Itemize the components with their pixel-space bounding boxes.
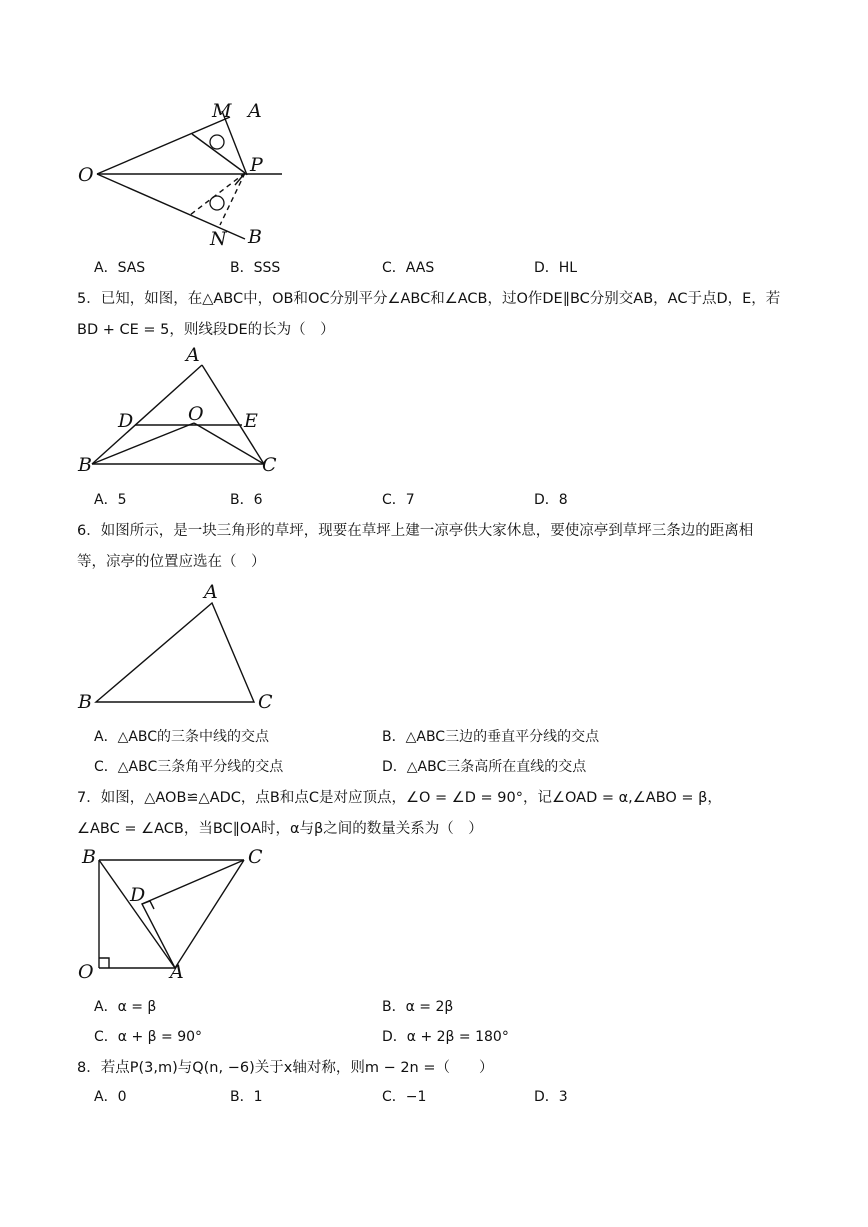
q5-option-a: A．5 — [94, 492, 127, 508]
q6-stem-line2: 等，凉亭的位置应选在（ ） — [77, 554, 266, 570]
q5-label-O: O — [188, 403, 204, 425]
q5-option-b: B．6 — [230, 492, 263, 508]
q8-option-a: A．0 — [94, 1089, 127, 1105]
q6-option-d: D．△ABC三条高所在直线的交点 — [382, 759, 587, 775]
q6-figure — [72, 578, 292, 713]
q7-label-B: B — [82, 846, 96, 868]
q7-option-a: A．α = β — [94, 999, 157, 1015]
q4-option-d: D．HL — [534, 260, 578, 276]
q4-figure — [70, 95, 300, 255]
q5-figure — [72, 343, 292, 478]
q4-label-N: N — [210, 228, 227, 250]
q7-option-b: B．α = 2β — [382, 999, 454, 1015]
q6-option-c: C．△ABC三条角平分线的交点 — [94, 759, 284, 775]
q4-label-O: O — [78, 164, 94, 186]
q5-option-d: D．8 — [534, 492, 568, 508]
q7-label-C: C — [248, 846, 263, 868]
q6-label-C: C — [258, 691, 273, 713]
q6-option-b: B．△ABC三边的垂直平分线的交点 — [382, 729, 600, 745]
q4-label-M: M — [212, 100, 232, 122]
q7-option-c: C．α + β = 90° — [94, 1029, 203, 1045]
q7-stem-line2: ∠ABC = ∠ACB，当BC∥OA时，α与β之间的数量关系为（ ） — [77, 821, 483, 837]
q7-label-O: O — [78, 961, 94, 983]
q4-option-b: B．SSS — [230, 260, 281, 276]
q6-label-A: A — [204, 581, 218, 603]
q5-option-c: C．7 — [382, 492, 415, 508]
q5-label-E: E — [244, 410, 258, 432]
q4-label-B: B — [248, 226, 262, 248]
q6-stem-line1: 6．如图所示，是一块三角形的草坪，现要在草坪上建一凉亭供大家休息，要使凉亭到草坪三条边的距离相 — [77, 523, 754, 539]
q4-option-c: C．AAS — [382, 260, 435, 276]
q5-label-B: B — [78, 454, 92, 476]
q5-stem-line2: BD + CE = 5，则线段DE的长为（ ） — [77, 322, 335, 338]
q4-label-A: A — [248, 100, 262, 122]
q7-stem-line1: 7．如图，△AOB≌△ADC，点B和点C是对应顶点，∠O = ∠D = 90°，记∠OAD = α,∠ABO = β， — [77, 790, 722, 806]
q5-label-D: D — [118, 410, 134, 432]
q8-option-b: B．1 — [230, 1089, 263, 1105]
q6-option-a: A．△ABC的三条中线的交点 — [94, 729, 270, 745]
q5-label-C: C — [262, 454, 277, 476]
q8-stem-line1: 8．若点P(3,m)与Q(n, −6)关于x轴对称，则m − 2n =（ ） — [77, 1060, 494, 1076]
q5-label-A: A — [186, 344, 200, 366]
q7-label-D: D — [130, 884, 146, 906]
q6-label-B: B — [78, 691, 92, 713]
q7-label-A: A — [170, 961, 184, 983]
q5-stem-line1: 5．已知，如图，在△ABC中，OB和OC分别平分∠ABC和∠ACB，过O作DE∥BC分别交AB，AC于点D，E，若 — [77, 291, 781, 307]
q8-option-d: D．3 — [534, 1089, 568, 1105]
q7-figure — [72, 843, 292, 988]
q8-option-c: C．−1 — [382, 1089, 427, 1105]
q4-label-P: P — [250, 154, 263, 176]
q4-option-a: A．SAS — [94, 260, 146, 276]
q7-option-d: D．α + 2β = 180° — [382, 1029, 509, 1045]
